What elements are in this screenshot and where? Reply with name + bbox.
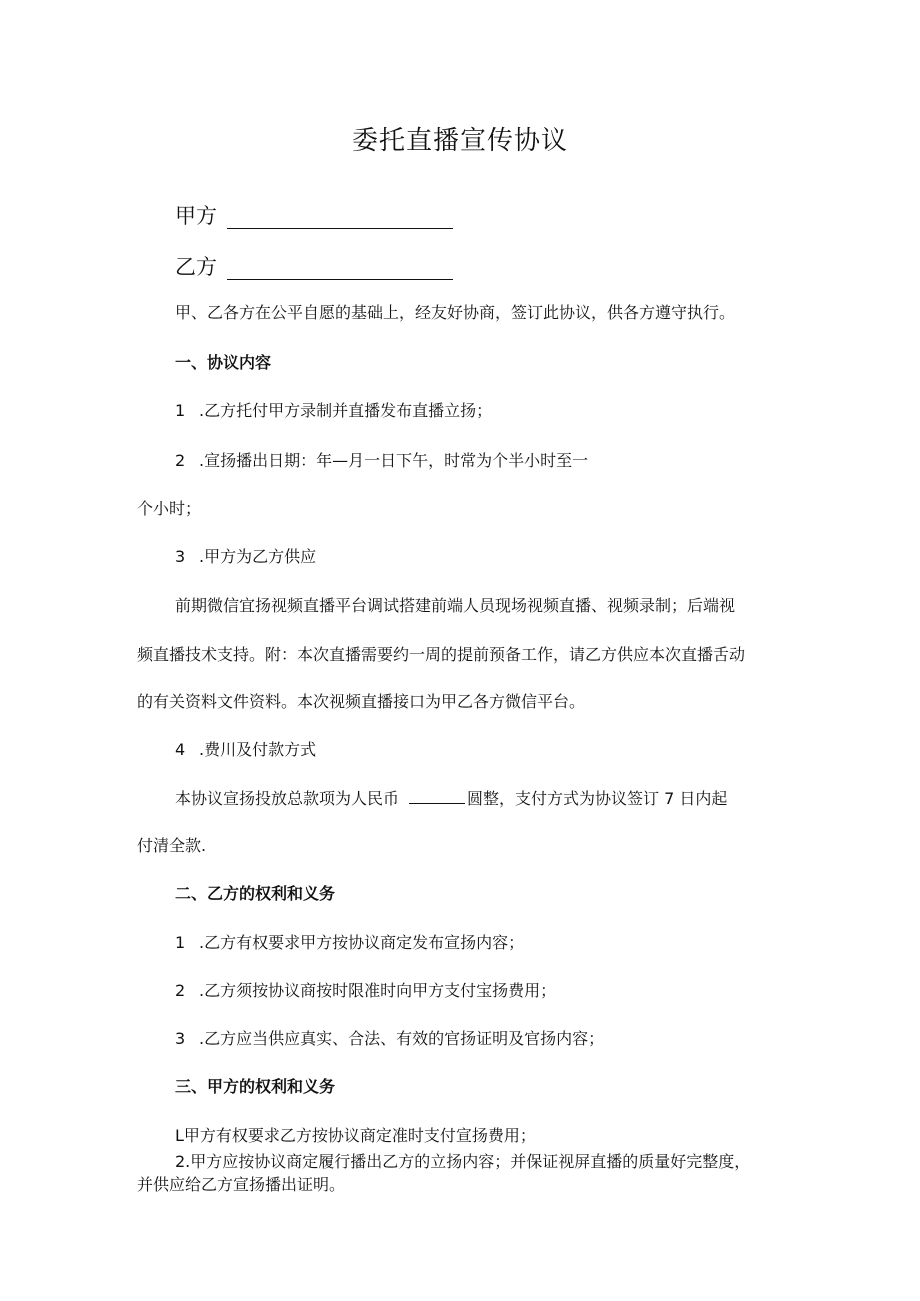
section3-heading: 三、甲方的权利和义务 [175, 1077, 336, 1096]
item-number: 3 [175, 1029, 186, 1048]
item-number: 1 [175, 933, 186, 952]
item-number: 2 [175, 451, 186, 470]
section1-item3 [175, 547, 316, 567]
item-number: 4 [175, 740, 186, 759]
party-a-line [175, 203, 453, 229]
section3-item1: L甲方有权要求乙方按协议商定准时支付宣扬费用； [175, 1126, 536, 1145]
section1-item4-p2: 付清全款. [137, 836, 207, 855]
section2-item3 [175, 1029, 604, 1049]
party-b-label: 乙方 [175, 255, 217, 279]
section2-item1 [175, 933, 524, 953]
section2-item2 [175, 981, 556, 1001]
section1-item2-cont: 个小时； [137, 499, 202, 518]
party-b-blank[interactable] [227, 259, 453, 280]
section1-item2 [175, 451, 588, 471]
section1-item4-p1 [175, 788, 727, 809]
item-text: .甲方为乙方供应 [199, 547, 317, 566]
item-number: 3 [175, 547, 186, 566]
item-text: .费川及付款方式 [199, 740, 317, 759]
document-title: 委托直播宣传协议 [351, 126, 568, 156]
party-a-label: 甲方 [175, 204, 217, 228]
section1-item1 [175, 401, 492, 421]
section2-heading: 二、乙方的权利和义务 [175, 884, 336, 903]
party-b-line [175, 254, 453, 280]
item-text: .乙方托付甲方录制并直播发布直播立扬； [199, 401, 493, 420]
amount-blank[interactable] [409, 788, 465, 804]
section3-item2-cont: 并供应给乙方宣扬播出证明。 [137, 1175, 346, 1194]
item4-p1-end: 圆整，支付方式为协议签订 7 日内起 [467, 789, 728, 808]
section1-item3-p3: 的有关资料文件资料。本次视频直播接口为甲乙各方微信平台。 [137, 692, 586, 711]
item-text: .乙方应当供应真实、合法、有效的官扬证明及官扬内容； [199, 1029, 605, 1048]
section3-item2: 2.甲方应按协议商定履行播出乙方的立扬内容；并保证视屏直播的质量好完整度， [175, 1152, 751, 1171]
item-number: 1 [175, 401, 186, 420]
item-text: .乙方须按协议商按时限准时向甲方支付宝扬费用； [199, 981, 557, 1000]
section1-heading: 一、协议内容 [175, 353, 272, 372]
section1-item3-p1: 前期微信宜扬视频直播平台调试搭建前端人员现场视频直播、视频录制；后端视 [175, 596, 736, 615]
item4-p1-start: 本协议宣扬投放总款项为人民币 [175, 789, 400, 808]
item-text: .宣扬播出日期：年—月一日下午，时常为个半小时至一 [199, 451, 589, 470]
item-number: 2 [175, 981, 186, 1000]
section1-item3-p2: 频直播技术支持。附：本次直播需要约一周的提前预备工作，请乙方供应本次直播舌动 [137, 645, 746, 664]
item-text: .乙方有权要求甲方按协议商定发布宣扬内容； [199, 933, 525, 952]
intro-paragraph: 甲、乙各方在公平自愿的基础上，经友好协商，签订此协议，供各方遵守执行。 [175, 303, 736, 322]
party-a-blank[interactable] [227, 208, 453, 229]
section1-item4 [175, 740, 316, 760]
